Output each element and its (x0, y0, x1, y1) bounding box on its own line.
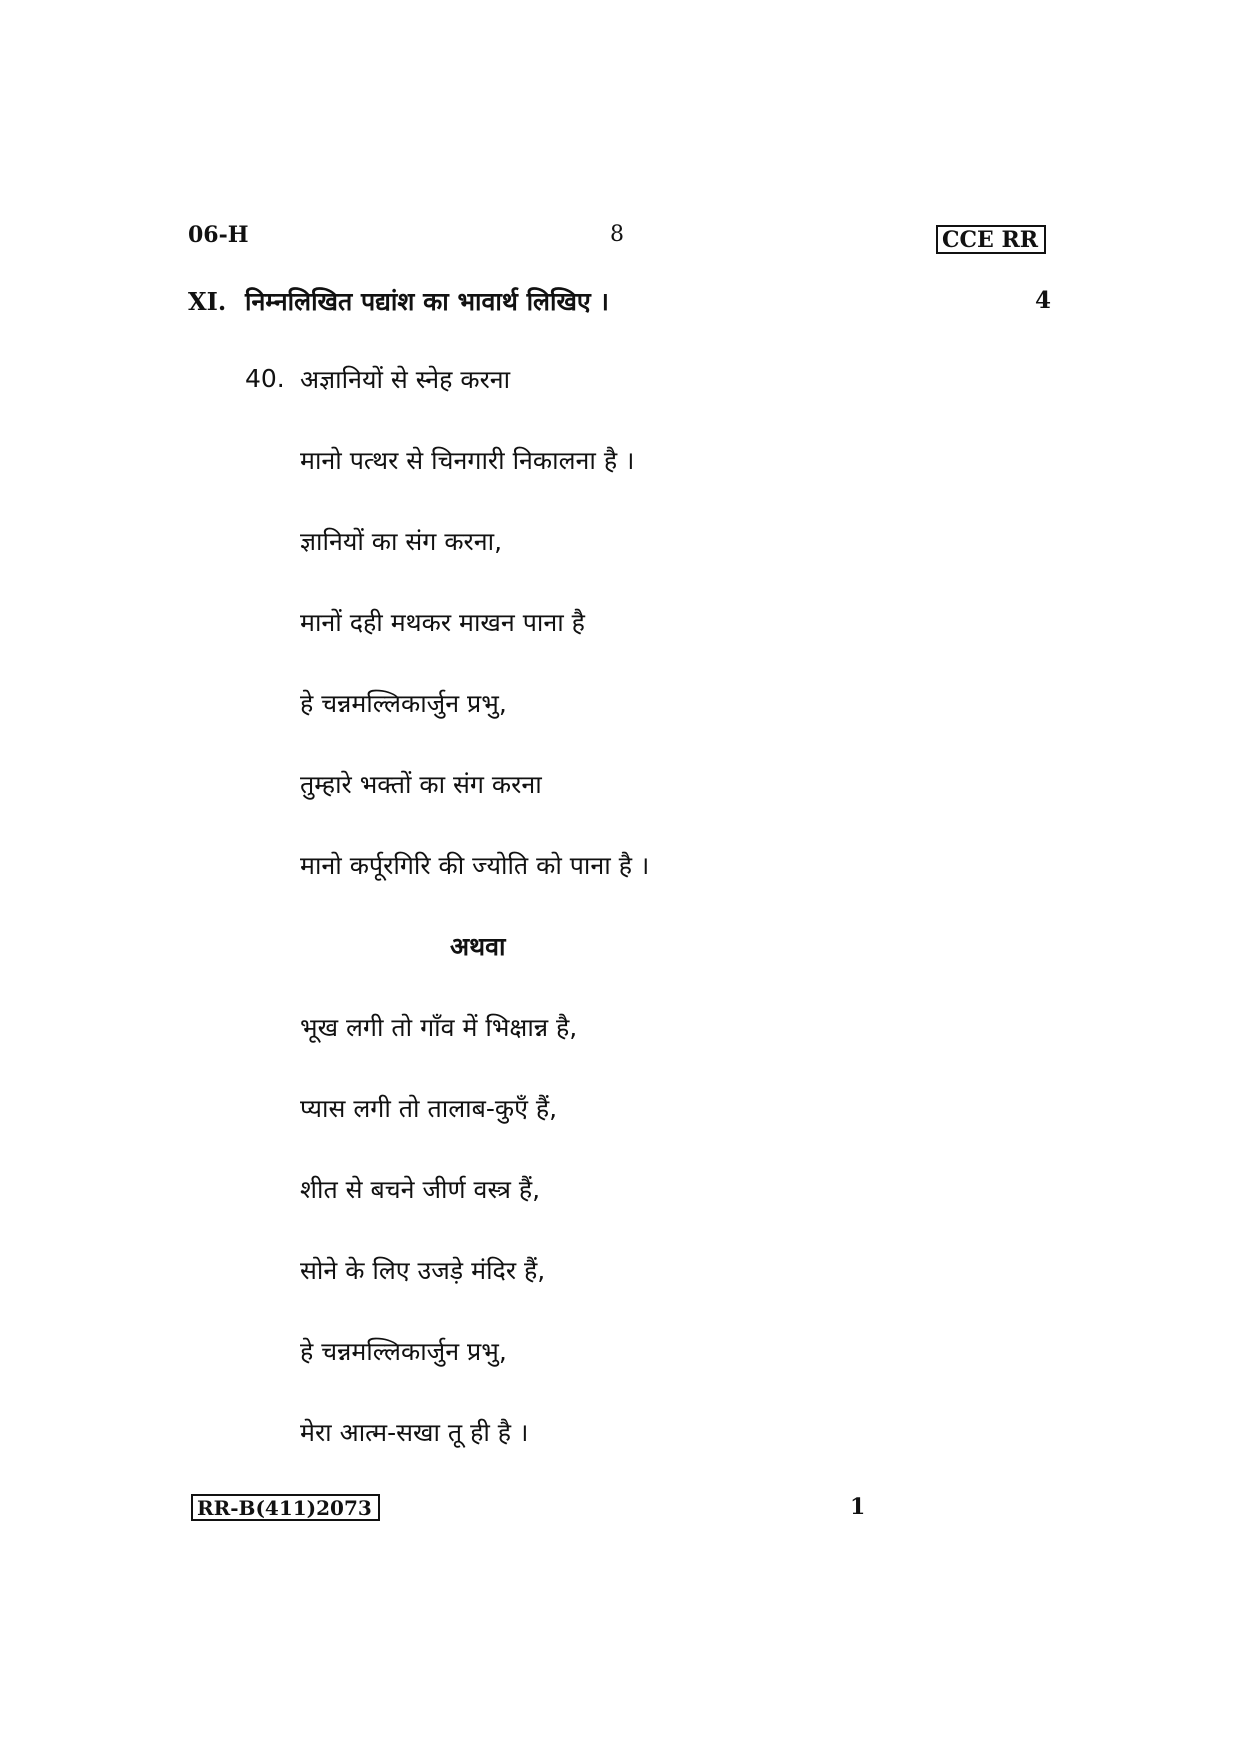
or-label: अथवा (450, 932, 506, 961)
poem-line: शीत से बचने जीर्ण वस्त्र हैं, (300, 1175, 541, 1204)
footer-code: RR-B(411)2073 (191, 1494, 380, 1521)
poem-line: तुम्हारे भक्तों का संग करना (300, 770, 542, 799)
poem-line: प्यास लगी तो तालाब-कुएँ हैं, (300, 1094, 558, 1123)
poem-line: मानो कर्पूरगिरि की ज्योति को पाना है । (300, 851, 650, 880)
poem-line: हे चन्नमल्लिकार्जुन प्रभु, (300, 689, 507, 718)
cce-rr-badge: CCE RR (936, 225, 1046, 254)
poem-line: हे चन्नमल्लिकार्जुन प्रभु, (300, 1337, 507, 1366)
sheet-number: 1 (850, 1494, 866, 1520)
question-number: 40. (245, 364, 285, 393)
page-number: 8 (610, 222, 624, 247)
poem-first-line: अज्ञानियों से स्नेह करना (300, 365, 511, 394)
poem-line: ज्ञानियों का संग करना, (300, 527, 503, 556)
poem-line: मानो पत्थर से चिनगारी निकालना है । (300, 446, 635, 475)
poem-line: मानों दही मथकर माखन पाना है (300, 608, 585, 637)
section-instruction: निम्नलिखित पद्यांश का भावार्थ लिखिए । (245, 287, 609, 316)
poem-line: मेरा आत्म-सखा तू ही है । (300, 1418, 529, 1447)
poem-line: भूख लगी तो गाँव में भिक्षान्न है, (300, 1013, 578, 1042)
paper-code: 06-H (188, 222, 249, 248)
poem-line: सोने के लिए उजड़े मंदिर हैं, (300, 1256, 546, 1285)
section-marks: 4 (1035, 287, 1052, 314)
section-numeral: XI. (188, 287, 227, 316)
